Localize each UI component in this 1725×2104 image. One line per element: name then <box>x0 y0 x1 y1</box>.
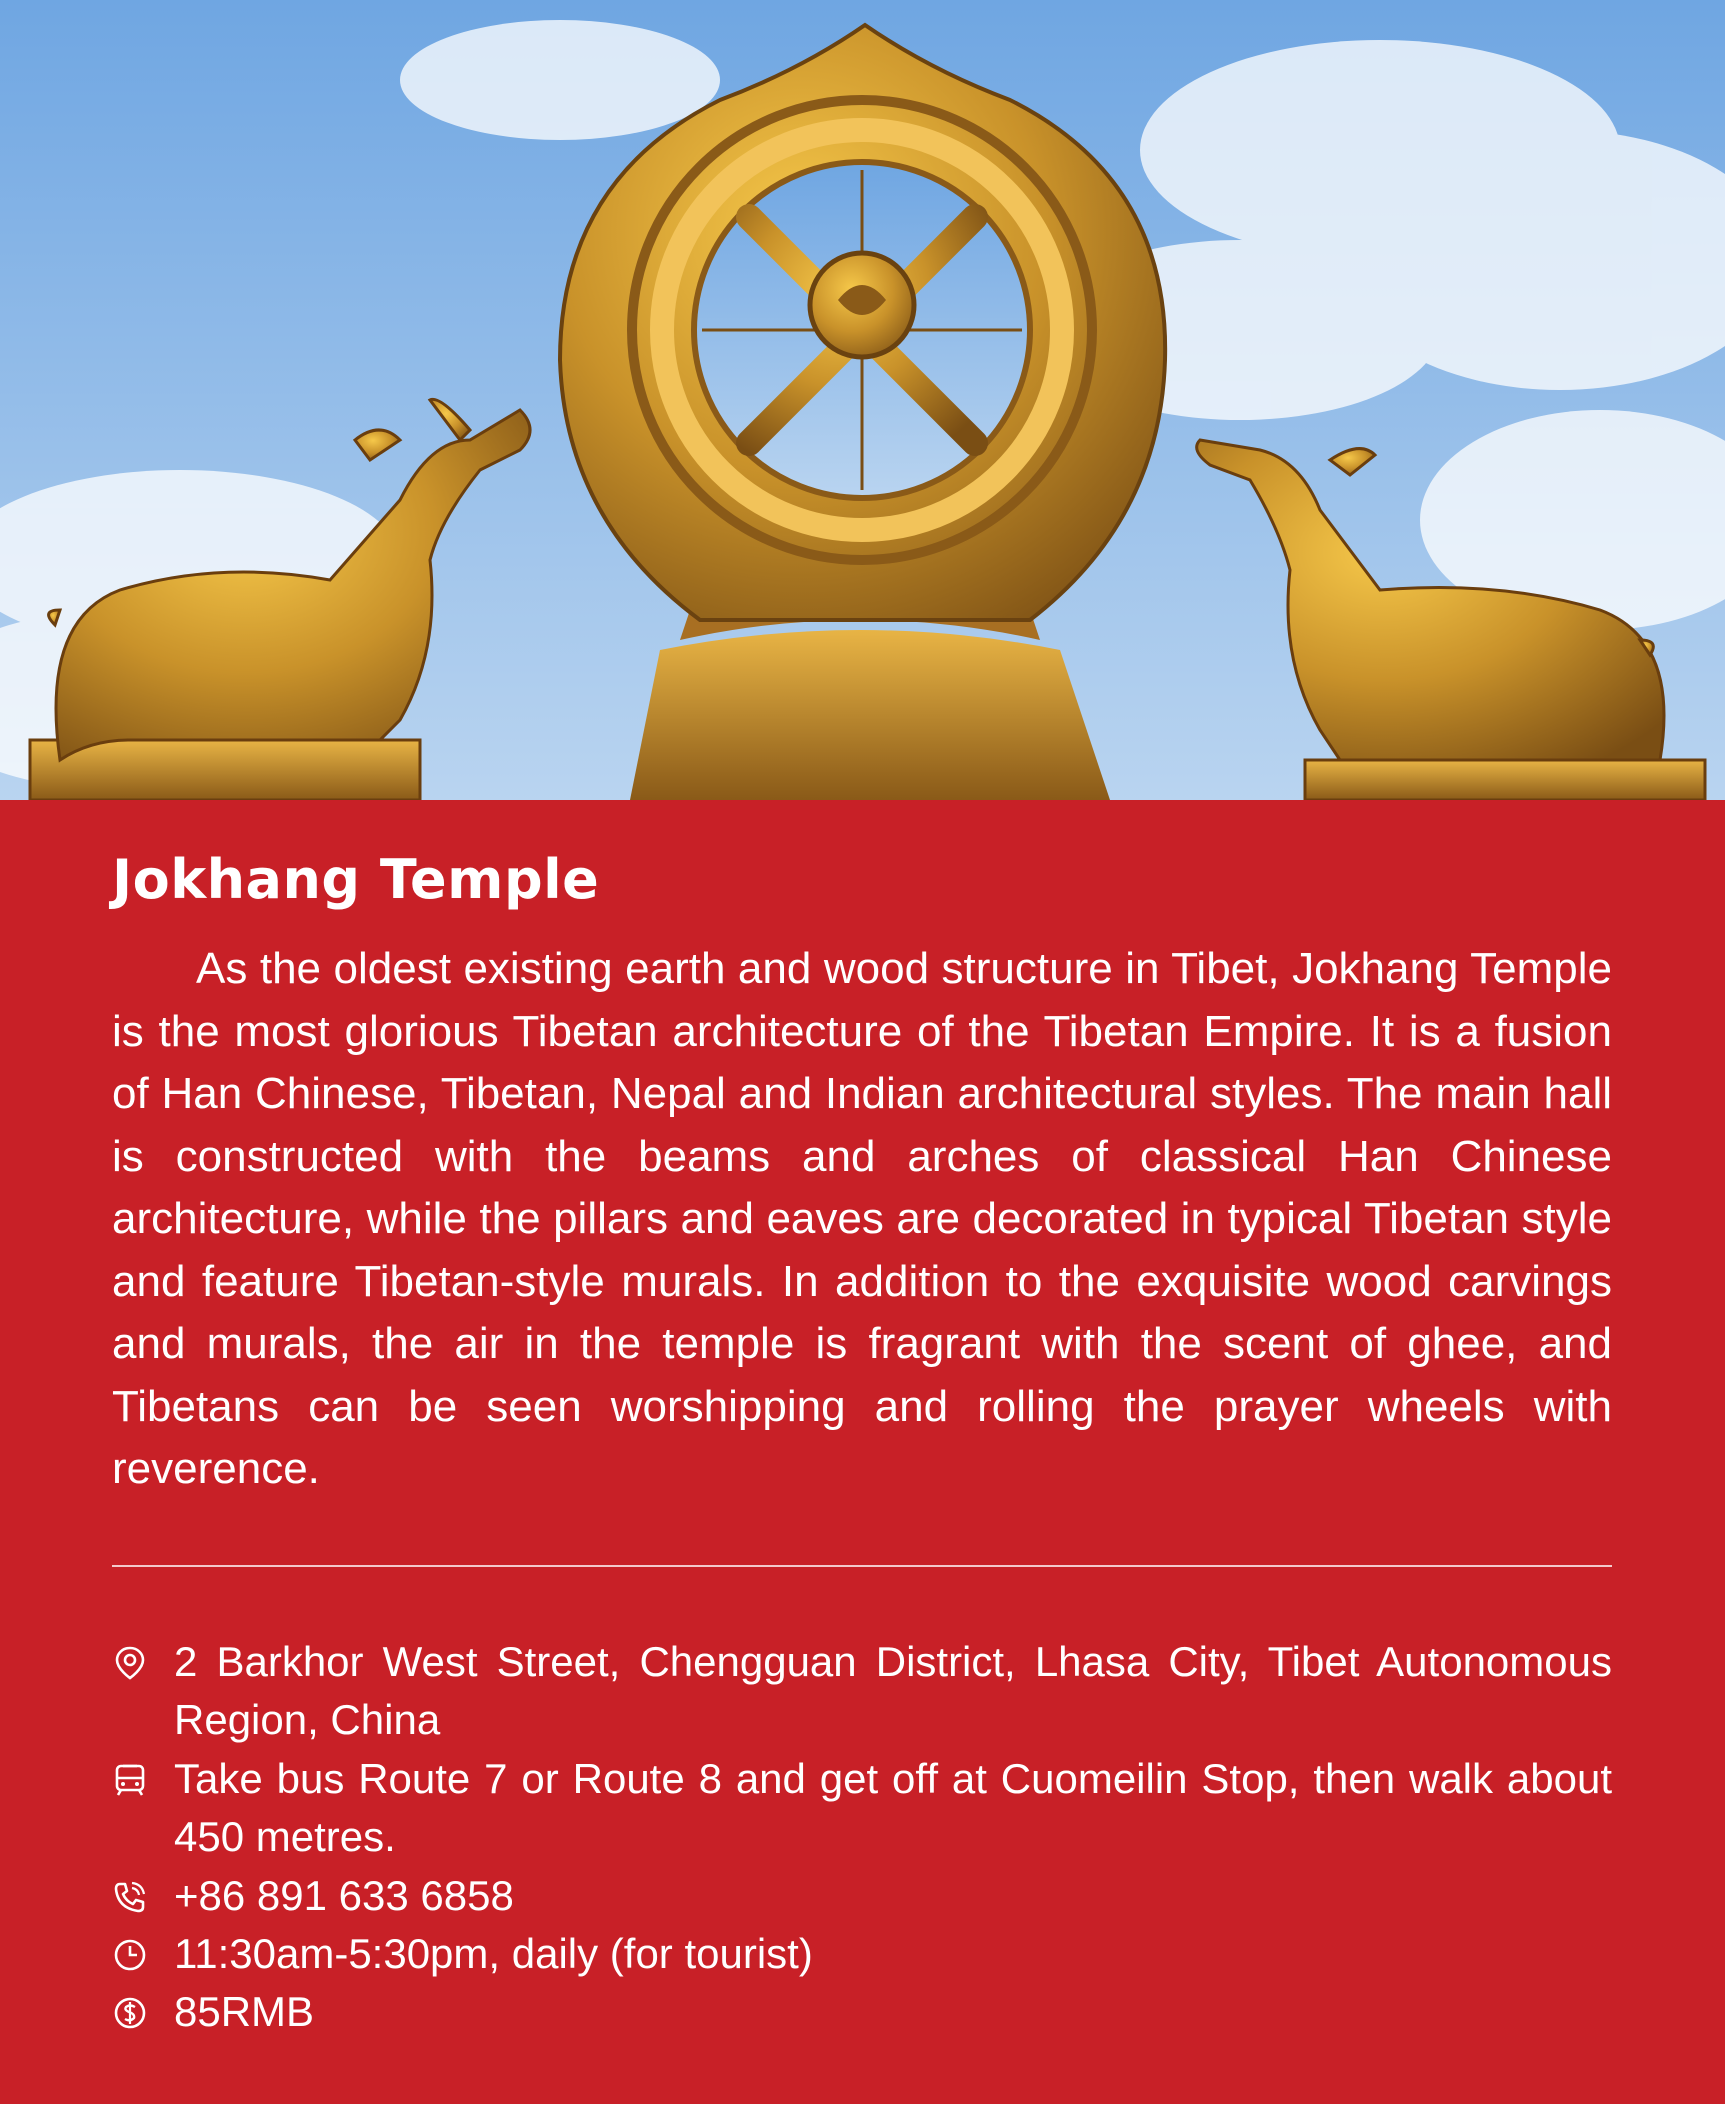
phone-text[interactable]: +86 891 633 6858 <box>174 1872 514 1919</box>
page-title: Jokhang Temple <box>112 848 600 911</box>
phone-row[interactable] <box>112 1867 1612 1925</box>
address-text: 2 Barkhor West Street, Chengguan District, Lhasa City, Tibet Autonomous Region, China <box>174 1638 1612 1743</box>
transport-text: Take bus Route 7 or Route 8 and get off at Cuomeilin Stop, then walk about 450 metres. <box>174 1755 1612 1860</box>
divider <box>112 1565 1612 1567</box>
dharma-wheel-with-golden-deer-icon <box>0 0 1725 800</box>
transport-row <box>112 1750 1612 1866</box>
phone-icon <box>112 1879 148 1915</box>
location-pin-icon <box>112 1645 148 1681</box>
info-card <box>0 800 1725 2104</box>
dollar-coin-icon <box>112 1995 148 2031</box>
clock-icon <box>112 1937 148 1973</box>
price-text: 85RMB <box>174 1988 315 2035</box>
price-row <box>112 1983 1612 2041</box>
description-paragraph: As the oldest existing earth and wood structure in Tibet, Jokhang Temple is the most glorious Tibetan architecture of the Tibetan Empire. It is a fusion of Han Chinese, Tibetan, Nepal and Indian architectural styles. The main hall is constructed with the beams and arches of classical Han Chinese architecture, while the pillars and eaves are decorated in typical Tibetan style and feature Tibetan-style murals. In addition to the exquisite wood carvings and murals, the air in the temple is fragrant with the scent of ghee, and Tibetans can be seen worshipping and rolling the prayer wheels with reverence. <box>112 944 1612 1493</box>
hours-row <box>112 1925 1612 1983</box>
address-row <box>112 1633 1612 1749</box>
hours-text: 11:30am-5:30pm, daily (for tourist) <box>174 1930 813 1977</box>
hero-image <box>0 0 1725 800</box>
bus-icon <box>112 1762 148 1798</box>
